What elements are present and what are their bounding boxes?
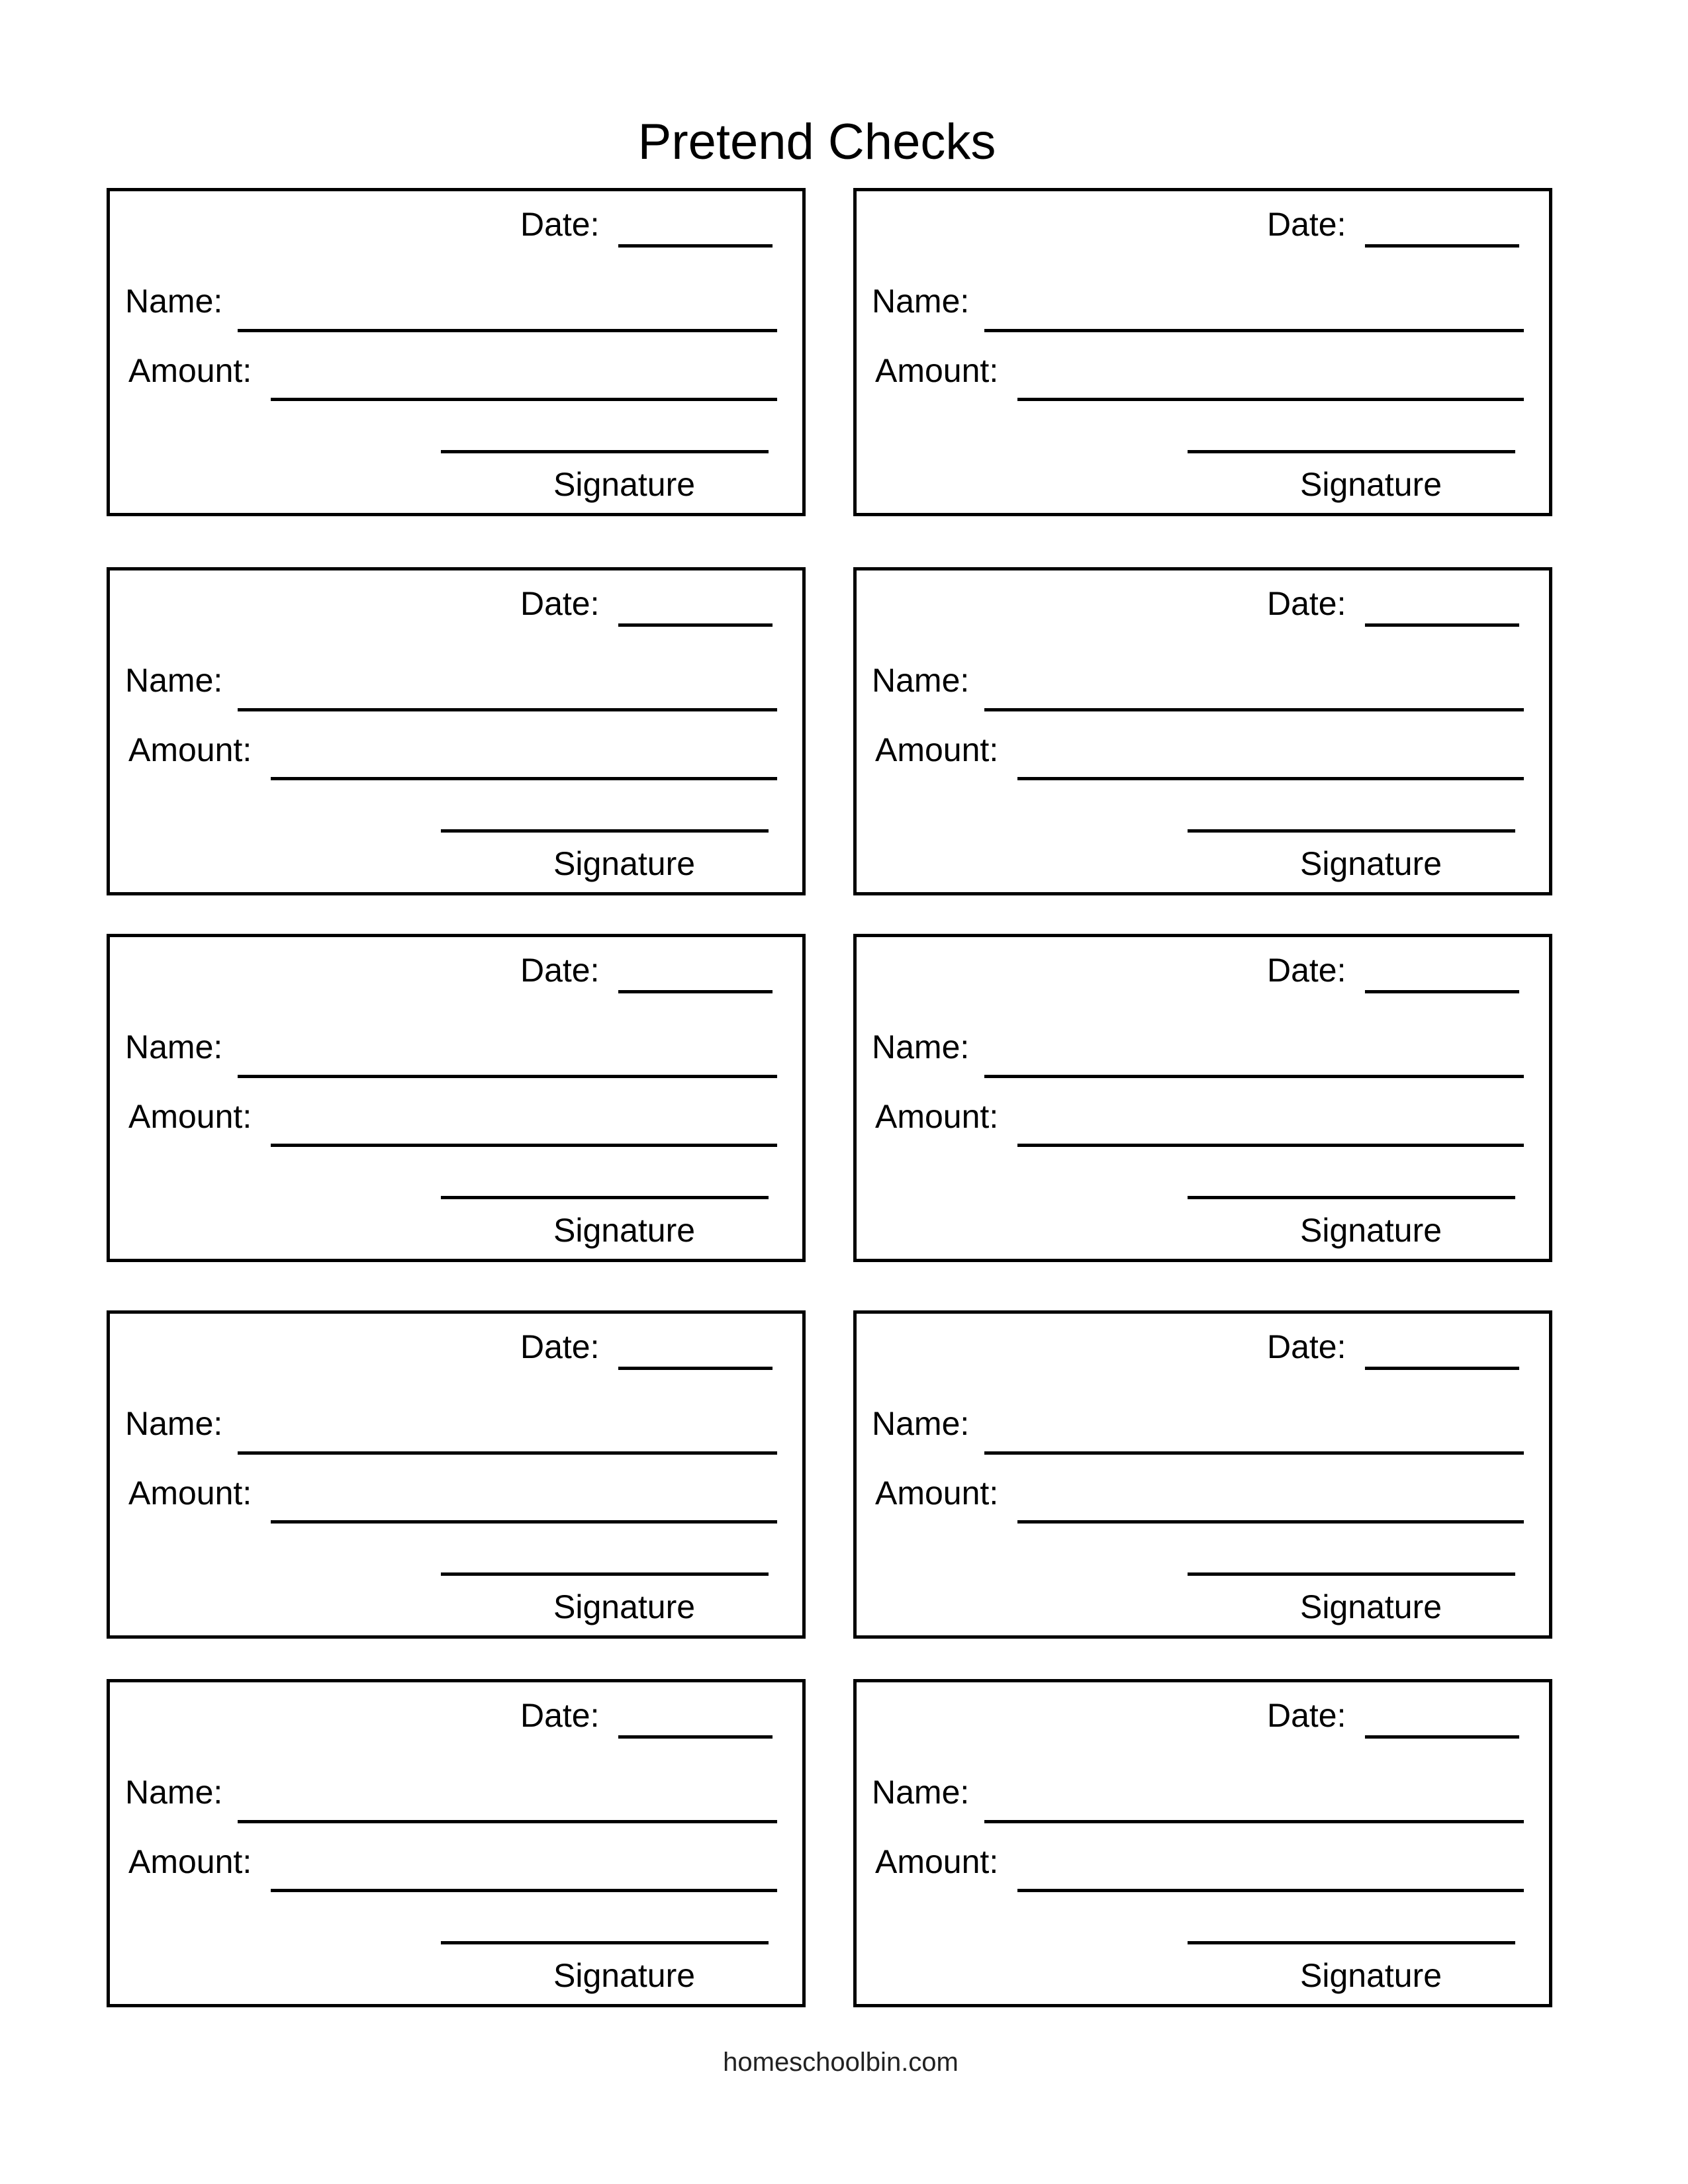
amount-label: Amount: — [875, 1843, 999, 1880]
signature-label: Signature — [553, 845, 696, 882]
date-field-line[interactable] — [1365, 1367, 1519, 1370]
amount-label: Amount: — [128, 731, 252, 768]
date-label: Date: — [1267, 952, 1346, 989]
signature-field-line[interactable] — [1188, 450, 1515, 453]
signature-field-line[interactable] — [441, 1941, 769, 1944]
date-field-line[interactable] — [618, 623, 773, 627]
pretend-check — [853, 1310, 1552, 1639]
signature-label: Signature — [1300, 1212, 1442, 1249]
amount-field-line[interactable] — [1017, 1144, 1524, 1147]
name-field-line[interactable] — [984, 1075, 1524, 1078]
name-label: Name: — [872, 662, 970, 699]
signature-field-line[interactable] — [441, 450, 769, 453]
amount-label: Amount: — [128, 352, 252, 389]
name-label: Name: — [872, 1405, 970, 1442]
amount-label: Amount: — [875, 1098, 999, 1135]
signature-label: Signature — [553, 1588, 696, 1625]
signature-label: Signature — [553, 1957, 696, 1994]
name-field-line[interactable] — [238, 329, 777, 332]
name-field-line[interactable] — [238, 1451, 777, 1455]
date-label: Date: — [520, 952, 600, 989]
amount-label: Amount: — [128, 1098, 252, 1135]
amount-field-line[interactable] — [271, 1889, 777, 1892]
signature-field-line[interactable] — [441, 1196, 769, 1199]
date-label: Date: — [520, 585, 600, 622]
date-label: Date: — [520, 206, 600, 243]
name-label: Name: — [125, 662, 223, 699]
date-field-line[interactable] — [1365, 1735, 1519, 1739]
name-label: Name: — [125, 1028, 223, 1066]
signature-field-line[interactable] — [441, 829, 769, 833]
name-field-line[interactable] — [238, 708, 777, 711]
pretend-check — [107, 1679, 806, 2007]
amount-field-line[interactable] — [1017, 777, 1524, 780]
signature-field-line[interactable] — [441, 1572, 769, 1576]
signature-field-line[interactable] — [1188, 1572, 1515, 1576]
date-label: Date: — [1267, 206, 1346, 243]
name-label: Name: — [872, 1774, 970, 1811]
date-field-line[interactable] — [1365, 244, 1519, 248]
name-field-line[interactable] — [984, 708, 1524, 711]
name-label: Name: — [125, 1405, 223, 1442]
date-field-line[interactable] — [618, 1367, 773, 1370]
name-field-line[interactable] — [238, 1820, 777, 1823]
signature-field-line[interactable] — [1188, 1941, 1515, 1944]
date-label: Date: — [1267, 1328, 1346, 1365]
signature-field-line[interactable] — [1188, 829, 1515, 833]
amount-label: Amount: — [875, 1475, 999, 1512]
name-label: Name: — [872, 1028, 970, 1066]
signature-label: Signature — [1300, 466, 1442, 503]
footer-site-credit: homeschoolbin.com — [723, 2048, 959, 2077]
pretend-check — [853, 1679, 1552, 2007]
pretend-check — [853, 188, 1552, 516]
amount-field-line[interactable] — [1017, 1520, 1524, 1524]
name-field-line[interactable] — [984, 1820, 1524, 1823]
pretend-check — [853, 934, 1552, 1262]
name-field-line[interactable] — [984, 1451, 1524, 1455]
pretend-check — [853, 567, 1552, 895]
amount-label: Amount: — [128, 1843, 252, 1880]
signature-label: Signature — [1300, 1588, 1442, 1625]
amount-field-line[interactable] — [271, 777, 777, 780]
amount-label: Amount: — [875, 731, 999, 768]
date-label: Date: — [1267, 585, 1346, 622]
signature-label: Signature — [553, 466, 696, 503]
name-label: Name: — [872, 283, 970, 320]
amount-field-line[interactable] — [271, 1144, 777, 1147]
date-label: Date: — [520, 1697, 600, 1734]
name-label: Name: — [125, 1774, 223, 1811]
amount-field-line[interactable] — [1017, 1889, 1524, 1892]
date-field-line[interactable] — [618, 1735, 773, 1739]
signature-label: Signature — [553, 1212, 696, 1249]
date-label: Date: — [1267, 1697, 1346, 1734]
date-field-line[interactable] — [1365, 990, 1519, 993]
signature-label: Signature — [1300, 845, 1442, 882]
name-label: Name: — [125, 283, 223, 320]
pretend-check — [107, 934, 806, 1262]
date-field-line[interactable] — [618, 244, 773, 248]
amount-field-line[interactable] — [271, 398, 777, 401]
pretend-check — [107, 188, 806, 516]
name-field-line[interactable] — [984, 329, 1524, 332]
date-field-line[interactable] — [618, 990, 773, 993]
signature-field-line[interactable] — [1188, 1196, 1515, 1199]
pretend-check — [107, 1310, 806, 1639]
name-field-line[interactable] — [238, 1075, 777, 1078]
date-field-line[interactable] — [1365, 623, 1519, 627]
amount-label: Amount: — [128, 1475, 252, 1512]
page-title: Pretend Checks — [637, 114, 996, 170]
pretend-check — [107, 567, 806, 895]
signature-label: Signature — [1300, 1957, 1442, 1994]
amount-label: Amount: — [875, 352, 999, 389]
amount-field-line[interactable] — [1017, 398, 1524, 401]
date-label: Date: — [520, 1328, 600, 1365]
amount-field-line[interactable] — [271, 1520, 777, 1524]
